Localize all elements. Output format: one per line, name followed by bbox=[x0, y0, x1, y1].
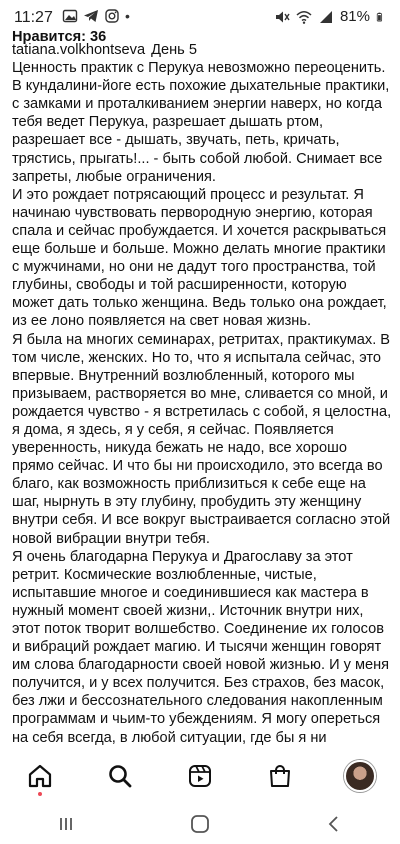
instagram-icon bbox=[104, 8, 120, 24]
telegram-icon bbox=[83, 8, 99, 24]
home-button-icon[interactable] bbox=[189, 813, 211, 835]
author-username[interactable]: tatiana.volkhontseva bbox=[12, 42, 146, 58]
battery-icon bbox=[376, 9, 386, 25]
nav-home[interactable] bbox=[18, 754, 62, 798]
wifi-icon bbox=[296, 9, 312, 25]
nav-profile[interactable] bbox=[338, 754, 382, 798]
reels-icon bbox=[187, 763, 213, 789]
more-dot-icon: • bbox=[125, 8, 130, 24]
comment-paragraph: Я очень благодарна Перукуа и Драгославу за этот ретрит. Космические возлюбленные, чистые, испытавшие многое и соединившиеся как мастера в нужный момент своей жизни,. Источник внутри них, этот поток творит волшебство. Соединение их голосов и вибраций рождает магию. И тысячи женщин говорят им слова благодарности своей новой жизнью. И у меня получится, и у всех получится. Без страхов, без масок, без лжи и бессознательного следования накопленным программам и чьим-то убеждениям. Я могу опереться на себя всегда, в любой ситуации, где бы я ни bbox=[12, 548, 390, 746]
home-icon bbox=[27, 763, 53, 789]
recent-apps-icon[interactable] bbox=[56, 814, 76, 834]
comment-paragraph: В кундалини-йоге есть похожие дыхательные практики, с замками и проталкиванием энергии наверх, но когда тебя ведет Перукуа, разрешает дышать ртом, разрешает все - дышать, звучать, петь, кричать, трястись, прыгать!... - быть собой любой. Снимает все запреты, любые ограничения. bbox=[12, 78, 390, 185]
android-navigation bbox=[0, 804, 400, 844]
profile-avatar bbox=[344, 760, 376, 792]
bottom-navigation bbox=[0, 748, 400, 804]
day-label: День 5 bbox=[151, 42, 197, 58]
comment-paragraph: Ценность практик с Перукуа невозможно переоценить. bbox=[12, 60, 386, 77]
likes-count[interactable]: Нравится: 36 bbox=[12, 29, 107, 45]
mute-icon bbox=[274, 9, 290, 25]
notification-dot bbox=[38, 792, 42, 796]
nav-search[interactable] bbox=[98, 754, 142, 798]
signal-icon bbox=[318, 9, 334, 25]
comment-header bbox=[12, 41, 392, 59]
battery-percent: 81% bbox=[339, 8, 370, 25]
search-icon bbox=[107, 763, 133, 789]
comment-paragraph: И это рождает потрясающий процесс и результат. Я начинаю чувствовать первородную энергию, которая спала и сейчас пробуждается. И хочется раскрываться еще больше и больше. Можно делать многие практики с мужчинами, но они не дадут того пространства, той глубины, свободы и той расширенности, которую может дать только женщина. Ведь только она рождает, из ее лоно появляется на свет новая жизнь. bbox=[12, 186, 387, 330]
nav-shop[interactable] bbox=[258, 754, 302, 798]
shop-icon bbox=[267, 763, 293, 789]
back-icon[interactable] bbox=[324, 814, 344, 834]
comment-body bbox=[12, 59, 392, 801]
gallery-icon bbox=[62, 8, 78, 24]
status-time: 11:27 bbox=[14, 9, 53, 26]
comment-paragraph: Я была на многих семинарах, ретритах, практикумах. В том числе, женских. Но то, что я испытала сейчас, это впервые. Внутренний возлюбленный, которого мы призываем, растворяется во мне, сливается со мной, и рождается чувство - я встретилась с собой, я целостна, я дома, я здесь, я у себя, я сейчас. Появляется уверенность, никуда бежать не надо, все хорошо прямо сейчас. И что бы ни происходило, это всегда во благо, как возможность приблизиться к себе еще на шаг, нырнуть в эту глубину, пробудить эту женщину внутри себя. И все вокруг выстраивается согласно этой новой вибрации внутри тебя. bbox=[12, 331, 392, 547]
nav-reels[interactable] bbox=[178, 754, 222, 798]
post-content bbox=[12, 28, 392, 748]
